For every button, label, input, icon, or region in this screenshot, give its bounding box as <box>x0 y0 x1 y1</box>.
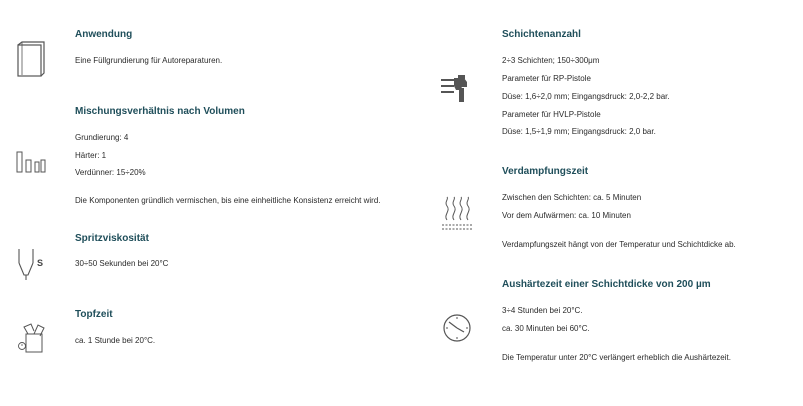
book-icon <box>15 40 45 78</box>
mischung-line: Verdünner: 15÷20% <box>75 168 146 177</box>
evaporation-icon <box>441 196 473 232</box>
verdampfung-line: Vor dem Aufwärmen: ca. 10 Minuten <box>502 211 631 220</box>
schichten-line: Düse: 1,5÷1,9 mm; Eingangsdruck: 2,0 bar. <box>502 127 656 136</box>
mischung-line: Härter: 1 <box>75 151 107 160</box>
aushaertung-line: Die Temperatur unter 20°C verlängert erheblich die Aushärtezeit. <box>502 353 731 362</box>
aushaertung-line: ca. 30 Minuten bei 60°C. <box>502 324 590 333</box>
section-title-verdampfung: Verdampfungszeit <box>502 166 589 177</box>
pot-life-icon <box>14 322 48 356</box>
viscosity-cup-icon <box>15 245 49 283</box>
schichten-line: Düse: 1,6÷2,0 mm; Eingangsdruck: 2,0-2,2 bar. <box>502 92 670 101</box>
aushaertung-line: 3÷4 Stunden bei 20°C. <box>502 306 583 315</box>
schichten-line: 2÷3 Schichten; 150÷300μm <box>502 56 600 65</box>
spray-gun-icon <box>440 74 472 106</box>
mischung-line: Die Komponenten gründlich vermischen, bis eine einheitliche Konsistenz erreicht wird. <box>75 196 381 205</box>
verdampfung-line: Zwischen den Schichten: ca. 5 Minuten <box>502 193 642 202</box>
mischung-line: Grundierung: 4 <box>75 133 129 142</box>
schichten-line: Parameter für HVLP-Pistole <box>502 110 601 119</box>
topfzeit-text: ca. 1 Stunde bei 20°C. <box>75 336 156 345</box>
verdampfung-line: Verdampfungszeit hängt von der Temperatur und Schichtdicke ab. <box>502 240 736 249</box>
viscosity-letter: S <box>37 258 44 268</box>
anwendung-text: Eine Füllgrundierung für Autoreparaturen. <box>75 56 223 65</box>
section-title-mischung: Mischungsverhältnis nach Volumen <box>75 106 245 117</box>
schichten-line: Parameter für RP-Pistole <box>502 74 591 83</box>
section-title-anwendung: Anwendung <box>75 29 133 40</box>
section-title-schichten: Schichtenanzahl <box>502 29 581 40</box>
section-title-aushaertung: Aushärtezeit einer Schichtdicke von 200 µm <box>502 279 711 290</box>
viskositaet-text: 30÷50 Sekunden bei 20°C <box>75 259 169 268</box>
section-title-viskositaet: Spritzviskosität <box>75 233 149 244</box>
section-title-topfzeit: Topfzeit <box>75 309 113 320</box>
clock-icon <box>441 312 473 344</box>
mixing-ratio-icon <box>15 150 47 174</box>
